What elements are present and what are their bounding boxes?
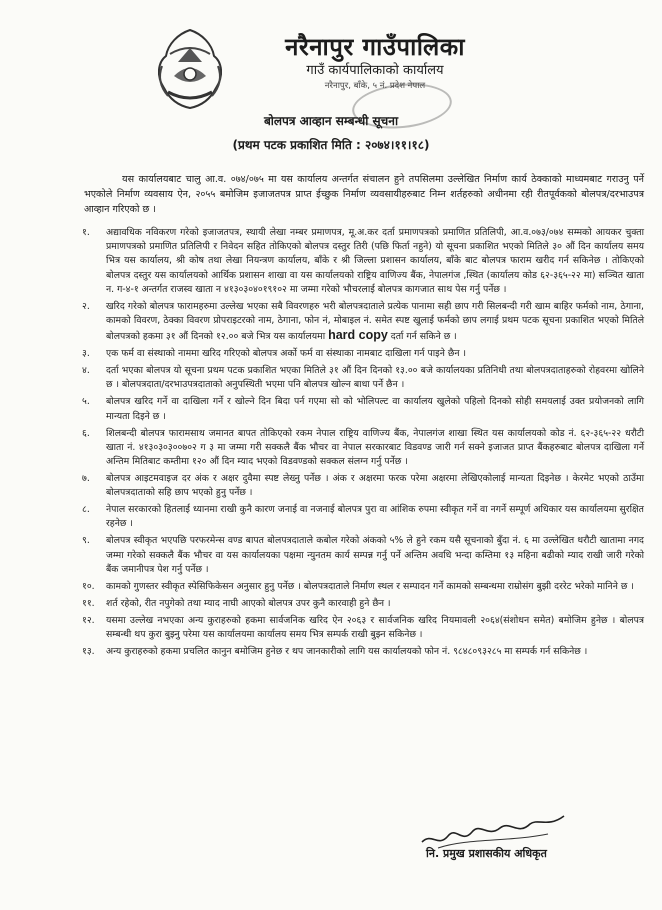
item-text: शिलबन्दी बोलपत्र फारामसाथ जमानत बापत तोकिएको रकम नेपाल राष्ट्रिय वाणिज्य बैंक, नेपालगंज शाखा स्थित यस कार्यालयको कोड नं. ६२-३६५-२२ धरौटी खाता नं. ४१३०३०३००७०२ ग ३ मा जम्मा गरी सक्कलै बैंक भौचर वा नेपाल सरकारबाट विडवण्ड जारी गर्न सक्ने इजाजत प्राप्त बैंकहरुबाट बोलपत्र दाखिला गर्ने अन्तिम मितिबाट कम्तीमा १२० औं दिन म्याद भएको विडवण्डको सक्कल संलग्न गर्नु पर्नेछ । [106, 427, 644, 468]
list-item [82, 472, 644, 500]
item-text: अद्यावधिक नविकरण गरेको इजाजतपत्र, स्थायी लेखा नम्बर प्रमाणपत्र, मू.अ.कर दर्ता प्रमाणपत्रको प्रमाणित प्रतिलिपी, आ.व.०७३/०७४ सम्मको आयकर चुक्ता प्रमाणपत्रको प्रमाणित प्रतिलिपी र निवेदन सहित तोकिएको बोलपत्र दस्तुर तिरी (पछि फिर्ता नहुने) यो सूचना प्रकाशित भएको मितिले ३० औं दिन कार्यालय समय भित्र यस कार्यालय, श्री कोष तथा लेखा नियन्त्रण कार्यालय, बाँके र श्री जिल्ला प्रशासन कार्यालय, बाँके बाट बोलपत्र फाराम खरीद गर्न सकिनेछ । तोकिएको बोलपत्र दस्तुर यस कार्यालयको आर्थिक प्रशासन शाखा वा यस कार्यालयको राष्ट्रिय वाणिज्य बैंक, नेपालगंज ,स्थित (कार्यालय कोड ६२-३६५-२२ मा) सञ्चित खाता न. ग-४-१ अन्तर्गत राजस्व खाता न ४१३०३०४०१९१०२ मा जम्मा गरेको भौचरलाई बोलपत्र कागजात साथ पेस गर्नु पर्नेछ । [106, 227, 644, 295]
item-text: खरिद गरेको बोलपत्र फारामहरुमा उल्लेख भएका सबै विवरणहरु भरी बोलपत्रदाताले प्रत्येक पानामा सही छाप गरी सिलबन्दी गरी खाम बाहिर फर्मको नाम, ठेगाना, कामको विवरण, ठेक्का विवरण प्रोपराइटरको नाम, ठेगाना, फोन नं, मोबाइल नं. समेत स्पष्ट खुलाई फर्मको छाप लगाई प्रथम पटक सूचना प्रकाशित भएको मितिले बोलपत्रको हकमा ३१ औं दिनको १२.०० बजे भित्र यस कार्यालयमा [106, 300, 644, 343]
item-number: ५. [82, 396, 90, 408]
list-item [82, 300, 644, 345]
item-number: १३. [82, 646, 95, 658]
intro-paragraph: यस कार्यालयबाट चालु आ.व. ०७४/०७५ मा यस कार्यालय अन्तर्गत संचालन हुने तपसिलमा उल्लेखित निर्माण कार्य ठेक्काको माध्यमबाट गराउनु पर्ने भएकोले निर्माण व्यवसाय ऐन, २०५५ बमोजिम इजाजतपत्र प्राप्त ईच्छुक निर्माण व्यवसायीहरुबाट निम्न शर्तहरुको अधीनमा रही रीतपूर्वकको बोलपत्र/दरभाउपत्र आव्हान गरिएको छ । [84, 174, 644, 215]
municipality-name: नरैनापुर गाउँपालिका [285, 33, 465, 61]
item-text: बोलपत्र आइटमवाइज दर अंक र अक्षर दुवैमा स्पष्ट लेख्नु पर्नेछ । अंक र अक्षरमा फरक परेमा अक्षरमा लेखिएकोलाई मान्यता दिइनेछ । केरमेट भएको ठाउँमा बोलपत्रदाताको सहि छाप भएको हुनु पर्नेछ । [106, 473, 644, 499]
office-address: नरैनापुर, बाँके, ५ नं. प्रदेश नेपाल [324, 81, 426, 91]
item-number: ४. [82, 365, 90, 377]
list-item [82, 534, 644, 577]
list-item [82, 503, 644, 531]
item-text: नेपाल सरकारको हितलाई ध्यानमा राखी कुनै कारण जनाई वा नजनाई बोलपत्र पुरा वा आंशिक रुपमा स्वीकृत गर्ने वा नगर्ने सम्पूर्ण अधिकार यस कार्यालयमा सुरक्षित रहनेछ । [106, 504, 644, 530]
item-text: शर्त रहेको, रीत नपुगेको तथा म्याद नाघी आएको बोलपत्र उपर कुनै कारवाही हुने छैन । [106, 597, 391, 609]
list-item [82, 580, 644, 594]
item-text: दर्ता भएका बोलपत्र यो सूचना प्रथम पटक प्रकाशित भएका मितिले ३१ औं दिन दिनको १३.०० बजे कार्यालयका प्रतिनिधी तथा बोलपत्रदाताहरुको रोहवरमा खोलिने छ । बोलपत्रदाता/दरभाउपत्रदाताको अनुपस्थिती भएमा पनि बोलपत्र खोल्न बाधा पर्ने छैन । [106, 365, 644, 391]
notice-title: बोलपत्र आव्हान सम्बन्धी सूचना [263, 114, 399, 128]
list-item [82, 427, 644, 470]
list-item [82, 395, 644, 423]
list-item [82, 597, 644, 611]
list-item [82, 226, 644, 297]
item-text: कामको गुणस्तर स्वीकृत स्पेसिफिकेसन अनुसार हुनु पर्नेछ । बोलपत्रदाताले निर्माण स्थल र सम्पादन गर्ने कामको सम्बन्धमा राम्रोसंग बुझी दररेट भरेको मानिने छ । [106, 580, 634, 592]
item-number: ९. [82, 535, 90, 547]
nepal-emblem-icon [150, 26, 230, 112]
item-text: बोलपत्र खरिद गर्ने वा दाखिला गर्ने र खोल्ने दिन बिदा पर्न गएमा सो को भोलिपल्ट वा कार्यालय खुलेको पहिलो दिनको सोही समयलाई उक्त प्रयोजनको लागि मान्यता दिइने छ । [106, 396, 644, 422]
item-number: ८. [82, 504, 90, 516]
hard-copy-highlight: hard copy [328, 328, 388, 343]
conditions-list [82, 226, 644, 662]
item-number: १. [82, 227, 90, 238]
item-number: १२. [82, 614, 95, 626]
item-number: ६. [82, 427, 90, 439]
list-item [82, 645, 644, 659]
list-item [82, 347, 644, 361]
item-text: एक फर्म वा संस्थाको नाममा खरिद गरिएको बोलपत्र अर्को फर्म वा संस्थाका नामबाट दाखिला गर्न पाइने छैन । [106, 348, 467, 360]
signatory-title: नि. प्रमुख प्रशासकीय अधिकृत [426, 847, 547, 860]
item-text-end: दर्ता गर्न सकिने छ । [390, 331, 457, 343]
item-number: ११. [82, 597, 95, 609]
item-text: बोलपत्र स्वीकृत भएपछि परफरमेन्स वण्ड बापत बोलपत्रदाताले कबोल गरेको अंकको ५% ले हुने रकम यसै सूचनाको बुँदा नं. ६ मा उल्लेखित धरौटी खातामा नगद जम्मा गरेको सक्कलै बैंक भौचर वा यस कार्यालयका पक्षमा न्युनतम कार्य सम्पन्न गर्नु पर्ने अन्तिम अवधि भन्दा कम्तिमा १३ महिना बढीको म्याद राखी जारी गरेको बैंक जमानीपत्र पेश गर्नु पर्नेछ । [106, 535, 644, 575]
item-text: यसमा उल्लेख नभएका अन्य कुराहरुको हकमा सार्वजनिक खरिद ऐन २०६३ र सार्वजनिक खरिद नियमावली २०६४(संशोधन समेत) बमोजिम हुनेछ । बोलपत्र सम्बन्धी थप कुरा बुझ्नु परेमा यस कार्यालयमा कार्यालय समय भित्र सम्पर्क राखी बुझ्न सकिनेछ । [106, 614, 644, 641]
item-number: ३. [82, 348, 90, 360]
letterhead [240, 32, 510, 93]
item-text: अन्य कुराहरुको हकमा प्रचलित कानुन बमोजिम हुनेछ र थप जानकारीको लागि यस कार्यालयको फोन नं. ९८४८०९३२८५ मा सम्पर्क गर्न सकिनेछ । [106, 646, 588, 658]
list-item [82, 614, 644, 642]
office-name: गाउँ कार्यपालिकाको कार्यालय [306, 63, 444, 78]
item-number: ७. [82, 473, 90, 485]
list-item [82, 364, 644, 392]
item-number: २. [82, 300, 90, 312]
publication-date: (प्रथम पटक प्रकाशित मिति : २०७४।११।१८) [232, 138, 430, 152]
item-number: १०. [82, 580, 95, 592]
